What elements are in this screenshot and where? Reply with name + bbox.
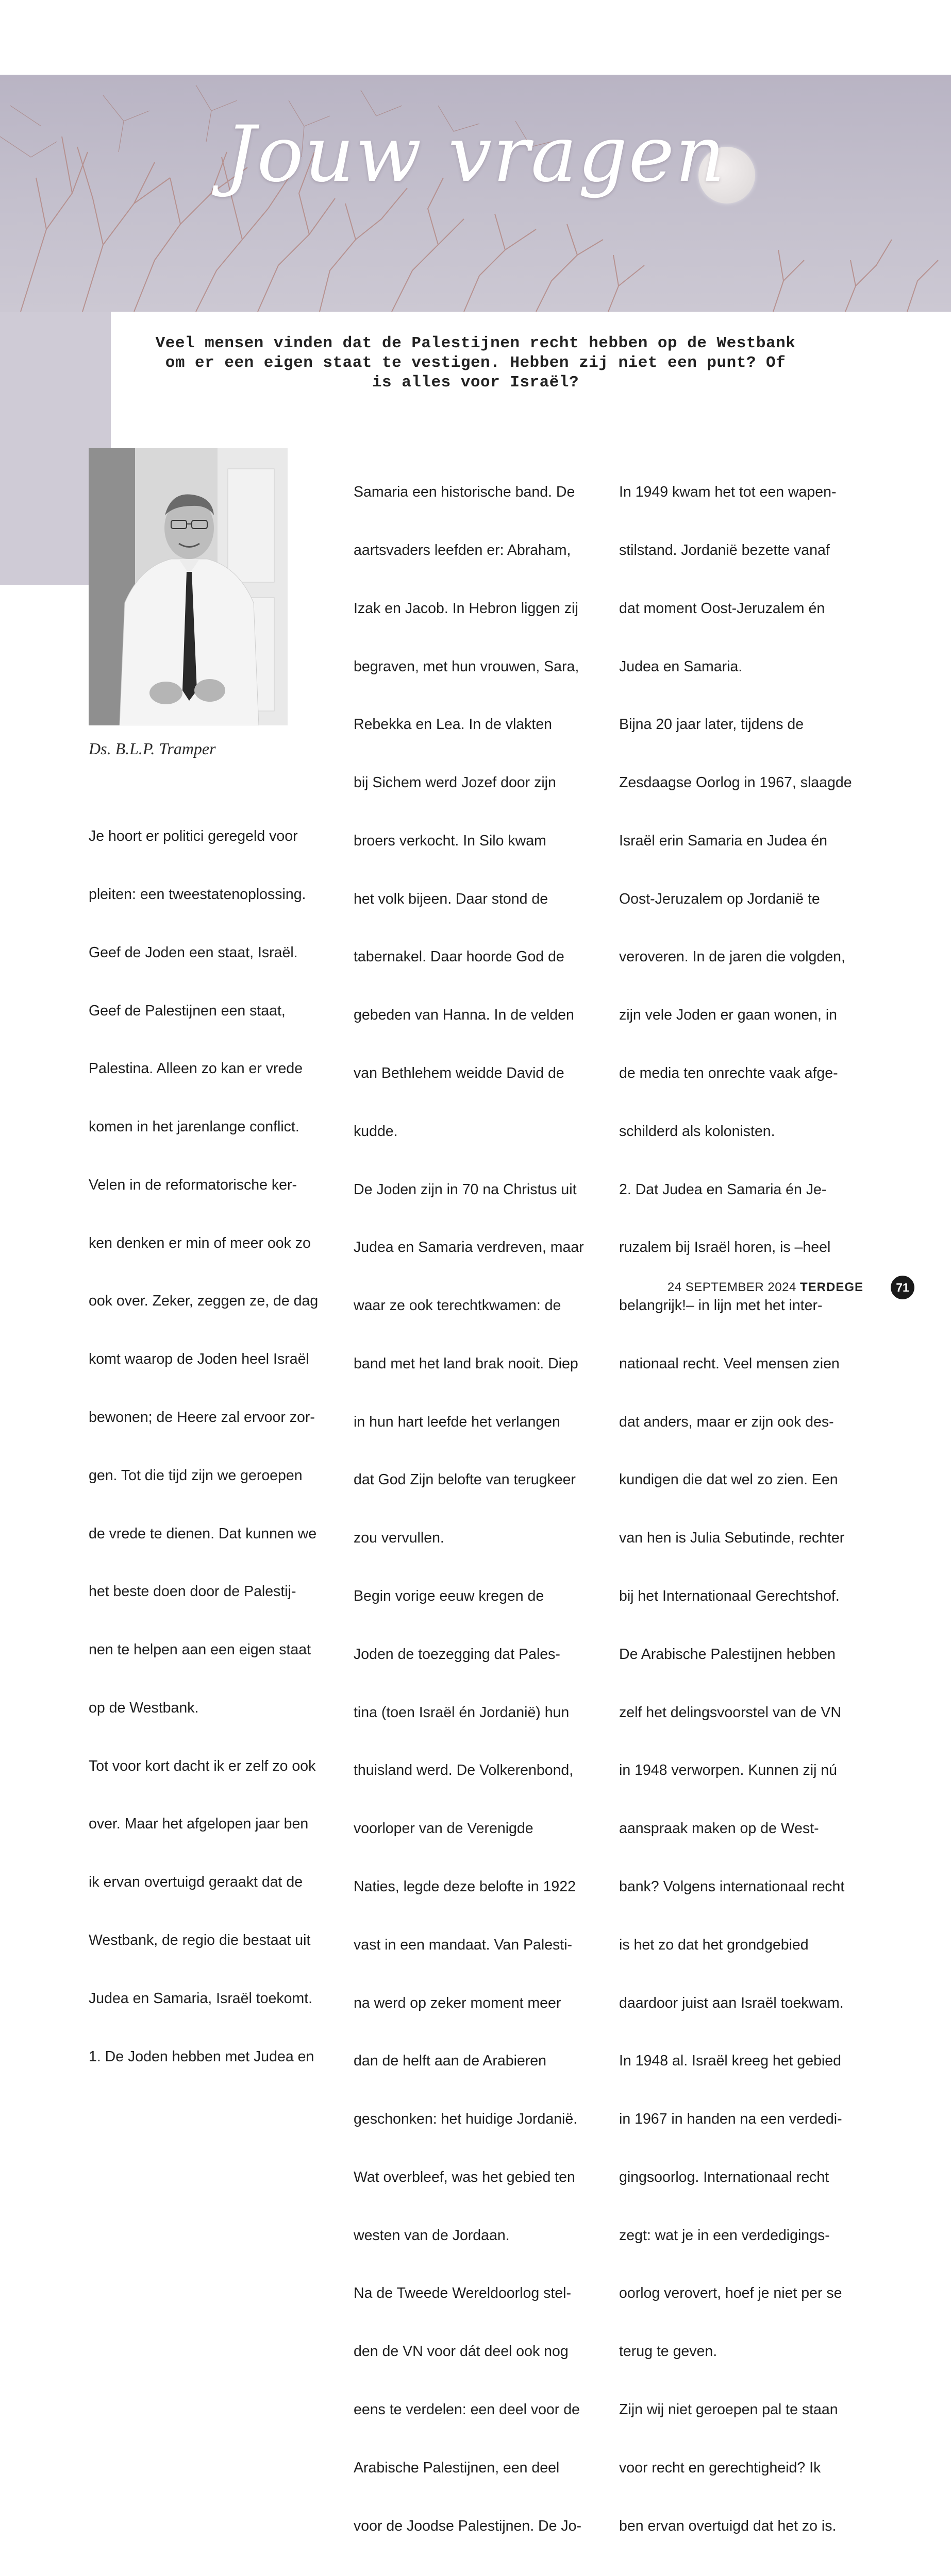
text-line: Geef de Palestijnen een staat,: [89, 1002, 286, 1019]
article-column-2: [354, 444, 606, 2576]
text-line: belangrijk!– in lijn met het inter-: [619, 1297, 823, 1314]
text-line: Tot voor kort dacht ik er zelf zo ook: [89, 1757, 316, 1774]
text-line: komen in het jarenlange conflict.: [89, 1118, 299, 1136]
text-line: ruzalem bij Israël horen, is –heel: [619, 1239, 831, 1256]
text-line: van Bethlehem weidde David de: [354, 1065, 564, 1081]
text-line: Bijna 20 jaar later, tijdens de: [619, 716, 804, 733]
text-line: tina (toen Israël én Jordanië) hun: [354, 1704, 570, 1721]
text-line: in 1948 verworpen. Kunnen zij nú: [619, 1762, 838, 1779]
text-line: op de Westbank.: [89, 1699, 199, 1716]
text-line: zou vervullen.: [354, 1530, 444, 1547]
text-line: Joden de toezegging dat Pales-: [354, 1646, 560, 1663]
text-line: bewonen; de Heere zal ervoor zor-: [89, 1409, 315, 1426]
text-line: Zijn wij niet geroepen pal te staan: [619, 2401, 838, 2418]
intro-question: Veel mensen vinden dat de Palestijnen recht hebben op de Westbank om er een eigen staat te vestigen. Hebben zij niet een punt? Of is alles voor Israël?: [155, 334, 796, 392]
text-line: thuisland werd. De Volkerenbond,: [354, 1762, 574, 1779]
text-line: 1. De Joden hebben met Judea en: [89, 2048, 314, 2065]
text-line: kudde.: [354, 1123, 398, 1140]
text-line: Oost-Jeruzalem op Jordanië te: [619, 890, 820, 907]
text-line: oorlog verovert, hoef je niet per se: [619, 2285, 842, 2302]
text-line: kundigen die dat wel zo zien. Een: [619, 1471, 838, 1488]
text-line: Samaria een historische band. De: [354, 484, 575, 501]
text-line: [354, 2574, 606, 2576]
text-line: nationaal recht. Veel mensen zien: [619, 1355, 840, 1372]
text-line: waar ze ook terechtkwamen: de: [354, 1297, 561, 1314]
text-line: zegt: wat je in een verdedigings-: [619, 2227, 830, 2244]
text-line: ben ervan overtuigd dat het zo is.: [619, 2517, 837, 2534]
text-line: na werd op zeker moment meer: [354, 1994, 561, 2011]
text-line: komt waarop de Joden heel Israël: [89, 1351, 309, 1368]
text-line: In 1948 al. Israël kreeg het gebied: [619, 2053, 841, 2070]
text-line: westen van de Jordaan.: [354, 2227, 510, 2244]
text-line: ook over. Zeker, zeggen ze, de dag: [89, 1293, 319, 1310]
text-line: het volk bijeen. Daar stond de: [354, 890, 548, 907]
text-line: stilstand. Jordanië bezette vanaf: [619, 541, 830, 558]
text-line: [619, 2574, 872, 2576]
text-line: In 1949 kwam het tot een wapen-: [619, 484, 837, 501]
text-line: Wat overbleef, was het gebied ten: [354, 2168, 575, 2185]
page-footer: [567, 1280, 863, 1295]
page-number: 71: [891, 1276, 914, 1299]
text-line: den de VN voor dát deel ook nog: [354, 2343, 569, 2360]
text-line: veroveren. In de jaren die volgden,: [619, 948, 845, 965]
text-line: dan de helft aan de Arabieren: [354, 2053, 546, 2070]
text-line: Judea en Samaria verdreven, maar: [354, 1239, 584, 1256]
portrait-illustration: [89, 448, 288, 725]
text-line: bank? Volgens internationaal recht: [619, 1878, 845, 1895]
text-line: voor recht en gerechtigheid? Ik: [619, 2459, 821, 2476]
text-line: de vrede te dienen. Dat kunnen we: [89, 1525, 317, 1542]
text-line: dat God Zijn belofte van terugkeer: [354, 1471, 576, 1488]
text-line: Geef de Joden een staat, Israël.: [89, 944, 298, 961]
text-line: De Joden zijn in 70 na Christus uit: [354, 1181, 577, 1198]
text-line: Naties, legde deze belofte in 1922: [354, 1878, 576, 1895]
text-line: geschonken: het huidige Jordanië.: [354, 2111, 578, 2128]
text-line: in 1967 in handen na een verdedi-: [619, 2111, 842, 2128]
text-line: Je hoort er politici geregeld voor: [89, 828, 298, 845]
text-line: Izak en Jacob. In Hebron liggen zij: [354, 600, 578, 617]
text-line: over. Maar het afgelopen jaar ben: [89, 1816, 309, 1833]
text-line: gingsoorlog. Internationaal recht: [619, 2168, 829, 2185]
photo-caption: Ds. B.L.P. Tramper: [89, 739, 216, 758]
text-line: daardoor juist aan Israël toekwam.: [619, 1994, 844, 2011]
text-line: broers verkocht. In Silo kwam: [354, 832, 546, 849]
article-column-1: [89, 788, 336, 2086]
issue-date: 24 SEPTEMBER 2024: [667, 1280, 796, 1294]
text-line: De Arabische Palestijnen hebben: [619, 1646, 836, 1663]
text-line: de media ten onrechte vaak afge-: [619, 1065, 838, 1081]
text-line: bij Sichem werd Jozef door zijn: [354, 774, 556, 791]
article-column-3: [619, 444, 872, 2576]
text-line: begraven, met hun vrouwen, Sara,: [354, 658, 579, 675]
text-line: tabernakel. Daar hoorde God de: [354, 948, 564, 965]
text-line: Judea en Samaria, Israël toekomt.: [89, 1990, 313, 2007]
text-line: bij het Internationaal Gerechtshof.: [619, 1588, 840, 1605]
text-line: 2. Dat Judea en Samaria én Je-: [619, 1181, 827, 1198]
text-line: aartsvaders leefden er: Abraham,: [354, 541, 571, 558]
text-line: is het zo dat het grondgebied: [619, 1936, 809, 1953]
text-line: eens te verdelen: een deel voor de: [354, 2401, 580, 2418]
text-line: nen te helpen aan een eigen staat: [89, 1641, 311, 1658]
text-line: vast in een mandaat. Van Palesti-: [354, 1936, 573, 1953]
text-line: zelf het delingsvoorstel van de VN: [619, 1704, 841, 1721]
text-line: band met het land brak nooit. Diep: [354, 1355, 578, 1372]
text-line: Rebekka en Lea. In de vlakten: [354, 716, 553, 733]
text-line: Israël erin Samaria en Judea én: [619, 832, 827, 849]
text-line: ik ervan overtuigd geraakt dat de: [89, 1874, 303, 1891]
text-line: dat moment Oost-Jeruzalem én: [619, 600, 825, 617]
publication-name: TERDEGE: [799, 1280, 863, 1294]
text-line: dat anders, maar er zijn ook des-: [619, 1413, 834, 1430]
text-line: Zesdaagse Oorlog in 1967, slaagde: [619, 774, 852, 791]
text-line: Westbank, de regio die bestaat uit: [89, 1932, 311, 1949]
text-line: voor de Joodse Palestijnen. De Jo-: [354, 2517, 582, 2534]
text-line: Na de Tweede Wereldoorlog stel-: [354, 2285, 571, 2302]
text-line: van hen is Julia Sebutinde, rechter: [619, 1530, 845, 1547]
text-line: zijn vele Joden er gaan wonen, in: [619, 1007, 838, 1024]
text-line: het beste doen door de Palestij-: [89, 1583, 296, 1600]
text-line: Begin vorige eeuw kregen de: [354, 1588, 544, 1605]
text-line: gen. Tot die tijd zijn we geroepen: [89, 1467, 303, 1484]
text-line: Arabische Palestijnen, een deel: [354, 2459, 560, 2476]
text-line: aanspraak maken op de West-: [619, 1820, 819, 1837]
text-line: voorloper van de Verenigde: [354, 1820, 533, 1837]
text-line: schilderd als kolonisten.: [619, 1123, 775, 1140]
text-line: ken denken er min of meer ook zo: [89, 1234, 311, 1251]
text-line: terug te geven.: [619, 2343, 718, 2360]
text-line: Velen in de reformatorische ker-: [89, 1176, 297, 1193]
text-line: in hun hart leefde het verlangen: [354, 1413, 560, 1430]
text-line: pleiten: een tweestatenoplossing.: [89, 886, 306, 903]
text-line: gebeden van Hanna. In de velden: [354, 1007, 574, 1024]
text-line: Palestina. Alleen zo kan er vrede: [89, 1060, 303, 1077]
text-line: Judea en Samaria.: [619, 658, 743, 675]
author-photo: [89, 448, 288, 725]
page-title: Jouw vragen: [225, 110, 726, 199]
